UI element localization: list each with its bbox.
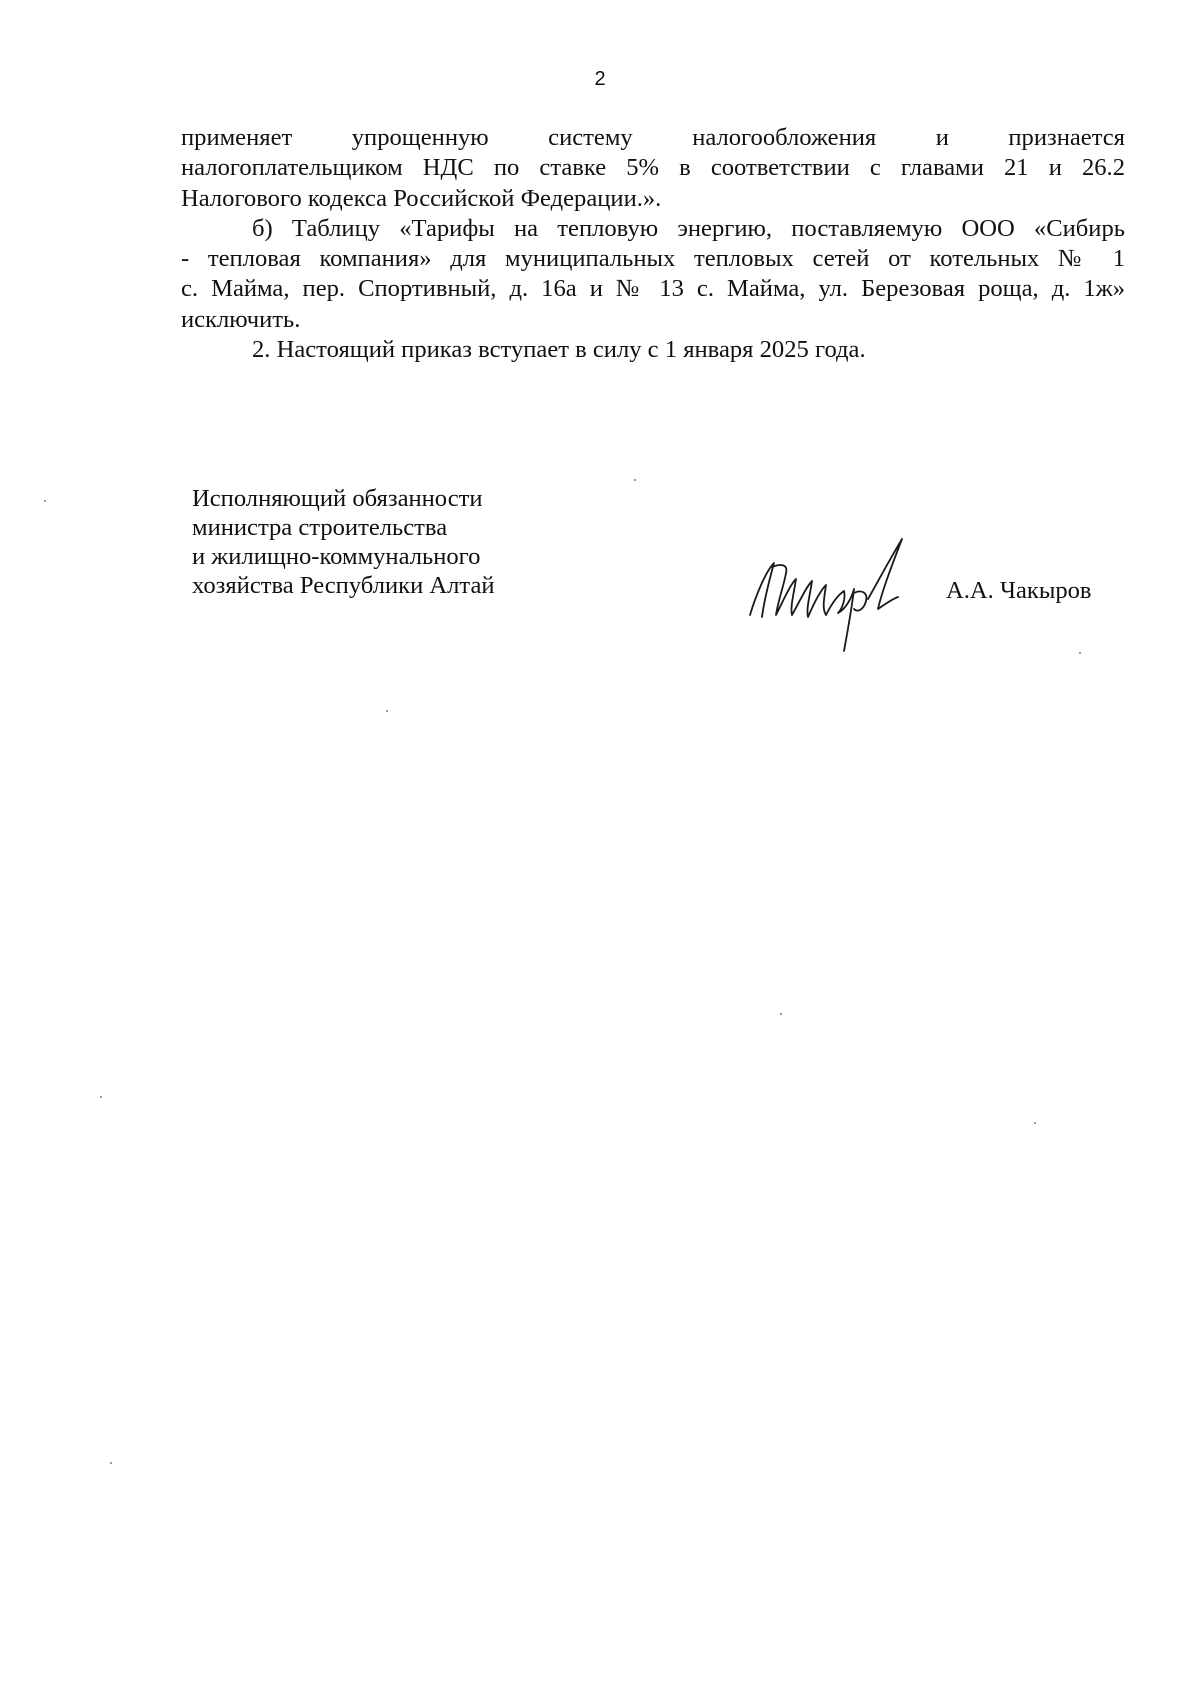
scan-speck xyxy=(110,1462,112,1464)
paragraph-line: Налогового кодекса Российской Федерации.». xyxy=(181,184,662,212)
position-line: и жилищно-коммунального xyxy=(192,543,481,570)
page-number: 2 xyxy=(594,68,606,90)
paragraph-line: применяет упрощенную систему налогообложения и признается xyxy=(181,124,1125,151)
scan-speck xyxy=(1079,652,1081,654)
paragraph-line: 2. Настоящий приказ вступает в силу с 1 января 2025 года. xyxy=(252,336,866,364)
scan-speck xyxy=(634,479,636,481)
position-line: хозяйства Республики Алтай xyxy=(192,572,495,599)
position-line: министра строительства xyxy=(192,514,448,541)
signatory-name: А.А. Чакыров xyxy=(946,577,1092,604)
scan-speck xyxy=(1034,1122,1036,1124)
paragraph-line: исключить. xyxy=(181,305,301,333)
document-body xyxy=(181,123,1125,365)
signatory-position xyxy=(192,484,495,600)
scan-speck xyxy=(780,1013,782,1015)
scan-speck xyxy=(44,500,46,502)
scan-speck xyxy=(100,1096,102,1098)
position-line: Исполняющий обязанности xyxy=(192,485,483,512)
paragraph-line: налогоплательщиком НДС по ставке 5% в соответствии с главами 21 и 26.2 xyxy=(181,154,1125,182)
scan-speck xyxy=(386,710,388,712)
handwritten-signature xyxy=(742,537,917,652)
paragraph-line: - тепловая компания» для муниципальных тепловых сетей от котельных № 1 xyxy=(181,245,1125,273)
paragraph-line: с. Майма, пер. Спортивный, д. 16а и № 13 с. Майма, ул. Березовая роща, д. 1ж» xyxy=(181,275,1125,303)
paragraph-line: б) Таблицу «Тарифы на тепловую энергию, поставляемую ООО «Сибирь xyxy=(252,214,1125,242)
